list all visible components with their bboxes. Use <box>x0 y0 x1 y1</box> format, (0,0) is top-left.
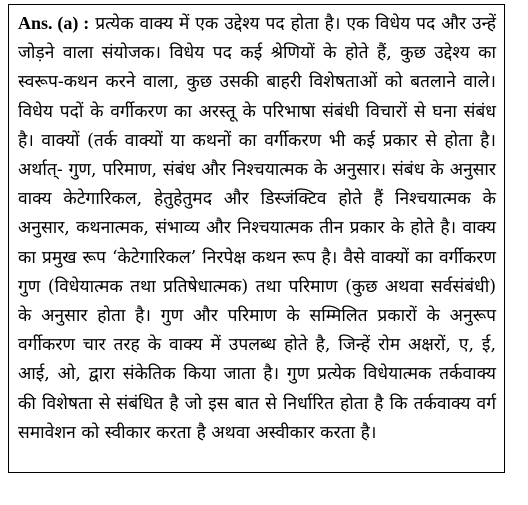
answer-label: Ans. (a) : <box>18 13 90 33</box>
answer-paragraph <box>18 9 496 448</box>
answer-box <box>8 4 505 473</box>
answer-body: प्रत्येक वाक्य में एक उद्देश्य पद होता है। एक विधेय पद और उन्हें जोड़ने वाला संयोजक। विधेय पद कई श्रेणियों के होते हैं, कुछ उद्देश्य का स्वरूप-कथन करने वाला, कुछ उसकी बाहरी विशेषताओं को बतलाने वाले। विधेय पदों के वर्गीकरण का अरस्तू के परिभाषा संबंधी विचारों से घना संबंध है। वाक्यों (तर्क वाक्यों या कथनों का वर्गीकरण भी कई प्रकार से होता है। अर्थात्- गुण, परिमाण, संबंध और निश्चयात्मक के अनुसार। संबंध के अनुसार वाक्य केटेगारिकल, हेतुहेतुमद और डिस्जंक्टिव होते हैं निश्चयात्मक के अनुसार, कथनात्मक, संभाव्य और निश्चयात्मक तीन प्रकार के होते है। वाक्य का प्रमुख रूप ‘केटेगारिकल’ निरपेक्ष कथन रूप है। वैसे वाक्यों का वर्गीकरण गुण (विधेयात्मक तथा प्रतिषेधात्मक) तथा परिमाण (कुछ अथवा सर्वसंबंधी) के अनुसार होता है। गुण और परिमाण के सम्मिलित प्रकारों के अनुरूप वर्गीकरण चार तरह के वाक्य में उपलब्ध होते है, जिन्हें रोम अक्षरों, ए, ई, आई, ओ, द्वारा संकेतिक किया जाता है। गुण प्रत्येक विधेयात्मक तर्कवाक्य की विशेषता से संबंधित है जो इस बात से निर्धारित होता है कि तर्कवाक्य वर्ग समावेशन को स्वीकार करता है अथवा अस्वीकार करता है। <box>18 14 496 443</box>
